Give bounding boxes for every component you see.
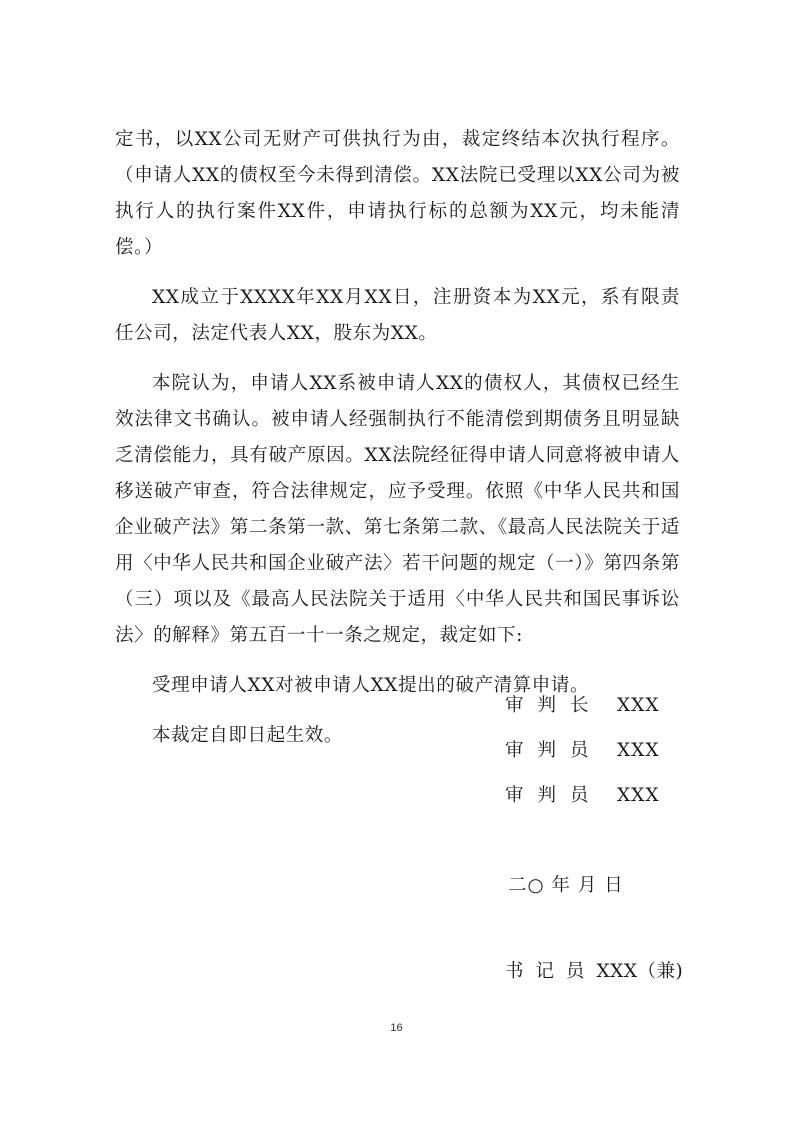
signature-row-judge [505, 778, 705, 823]
signature-name: XXX [617, 740, 660, 761]
signature-block [505, 688, 705, 823]
clerk-signature [505, 954, 683, 990]
paragraph-company-info: XX成立于XXXX年XX月XX日，注册资本为XX元，系有限责任公司，法定代表人XX，股东为XX。 [115, 287, 680, 344]
paragraph-effective: 本裁定自即日起生效。 [152, 725, 344, 746]
ruling-body [115, 122, 680, 768]
clerk-name: XXX（兼) [596, 961, 684, 982]
paragraph-execution-termination: 定书，以XX公司无财产可供执行为由，裁定终结本次执行程序。（申请人XX的债权至今未得到清偿。XX法院已受理以XX公司为被执行人的执行案件XX件，申请执行标的总额为XX元，均未能清偿。） [115, 129, 680, 258]
signature-row-judge [505, 733, 705, 778]
signature-name: XXX [617, 695, 660, 716]
paragraph-court-opinion: 本院认为，申请人XX系被申请人XX的债权人，其债权已经生效法律文书确认。被申请人经强制执行不能清偿到期债务且明显缺乏清偿能力，具有破产原因。XX法院经征得申请人同意将被申请人移送破产审查，符合法律规定，应予受理。依照《中华人民共和国企业破产法》第二条第一款、第七条第二款、《最高人民法院关于适用〈中华人民共和国企业破产法〉若干问题的规定（一）》第四条第（三）项以及《最高人民法院关于适用〈中华人民共和国民事诉讼法〉的解释》第五百一十一条之规定，裁定如下: [115, 373, 680, 646]
ruling-date: 二○ 年 月 日 [508, 875, 624, 896]
signature-row-presiding-judge [505, 688, 705, 733]
clerk-role: 书记员 [505, 961, 597, 982]
signature-role: 审判长 [505, 695, 603, 716]
signature-role: 审判员 [505, 740, 603, 761]
paragraph-ruling: 受理申请人XX对被申请人XX提出的破产清算申请。 [152, 675, 590, 696]
signature-role: 审判员 [505, 785, 603, 806]
signature-name: XXX [617, 785, 660, 806]
page-number: 16 [390, 1022, 403, 1034]
